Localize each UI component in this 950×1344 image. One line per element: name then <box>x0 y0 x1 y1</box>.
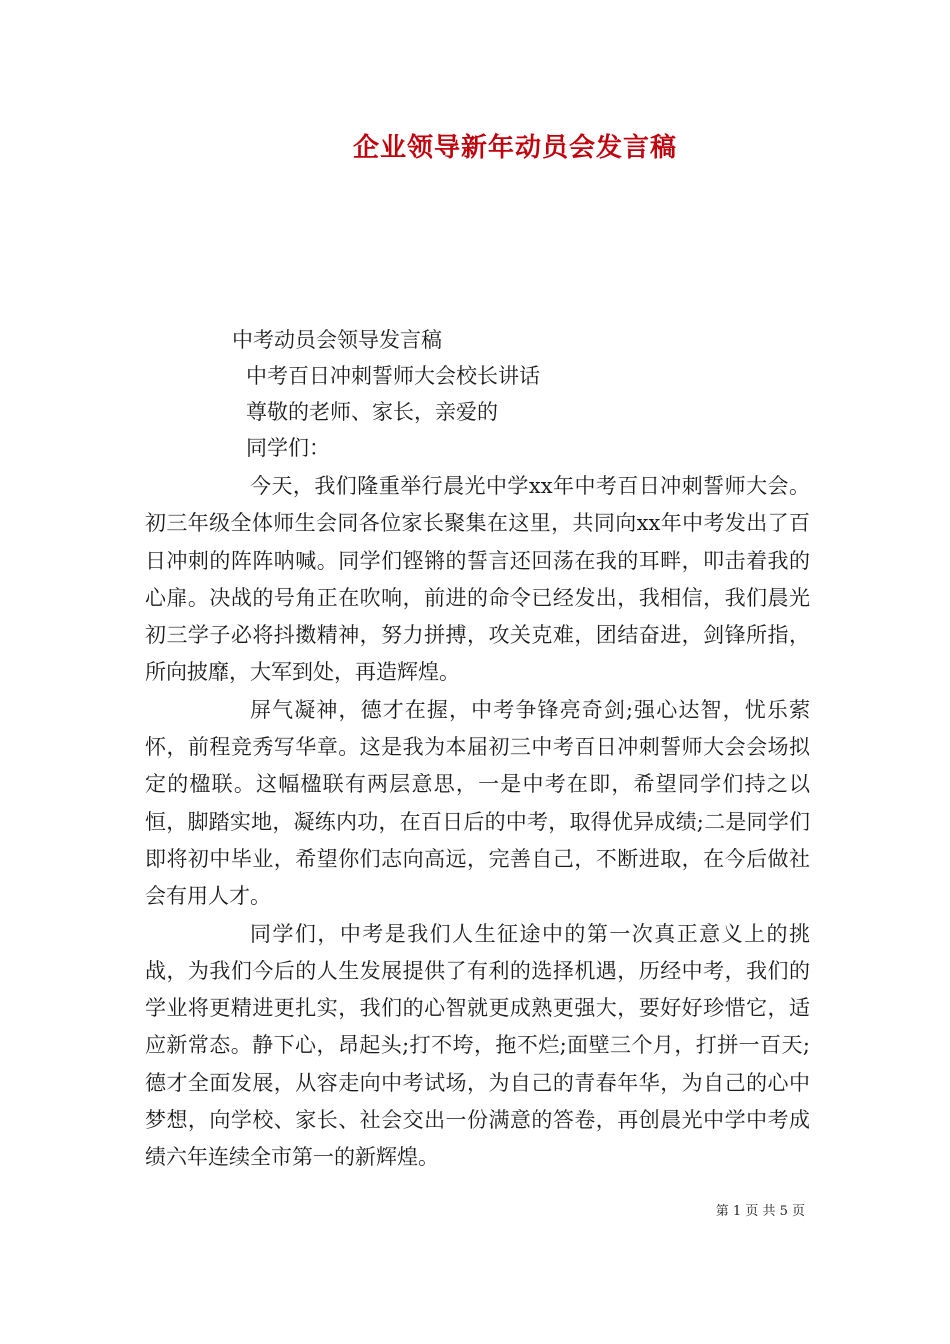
paragraph-1: 今天，我们隆重举行晨光中学xx年中考百日冲刺誓师大会。初三年级全体师生会同各位家长聚集在这里，共同向xx年中考发出了百日冲刺的阵阵呐喊。同学们铿锵的誓言还回荡在我的耳畔，叩击着我的心扉。决战的号角正在吹响，前进的命令已经发出，我相信，我们晨光初三学子必将抖擞精神，努力拼搏，攻关克难，团结奋进，剑锋所指，所向披靡，大军到处，再造辉煌。 <box>145 474 810 685</box>
salutation-line-1: 尊敬的老师、家长，亲爱的 <box>246 400 498 424</box>
paragraph-3: 同学们，中考是我们人生征途中的第一次真正意义上的挑战，为我们今后的人生发展提供了有利的选择机遇，历经中考，我们的学业将更精进更扎实，我们的心智就更成熟更强大，要好好珍惜它，适应新常态。静下心，昂起头;打不垮，拖不烂;面壁三个月，打拼一百天;德才全面发展，从容走向中考试场，为自己的青春年华，为自己的心中梦想，向学校、家长、社会交出一份满意的答卷，再创晨光中学中考成绩六年连续全市第一的新辉煌。 <box>145 921 810 1170</box>
salutation-line-2: 同学们： <box>246 436 330 460</box>
paragraph-2: 屏气凝神，德才在握，中考争锋亮奇剑;强心达智，忧乐萦怀，前程竞秀写华章。这是我为本届初三中考百日冲刺誓师大会会场拟定的楹联。这幅楹联有两层意思，一是中考在即，希望同学们持之以恒，脚踏实地，凝练内功，在百日后的中考，取得优异成绩;二是同学们即将初中毕业，希望你们志向高远，完善自己，不断进取，在今后做社会有用人才。 <box>145 697 810 909</box>
page-number-footer: 第 1 页 共 5 页 <box>715 1204 805 1219</box>
document-title: 企业领导新年动员会发言稿 <box>352 133 677 163</box>
speech-body <box>145 468 810 1177</box>
heading-line-1: 中考动员会领导发言稿 <box>232 328 442 352</box>
heading-line-2: 中考百日冲刺誓师大会校长讲话 <box>246 364 540 388</box>
